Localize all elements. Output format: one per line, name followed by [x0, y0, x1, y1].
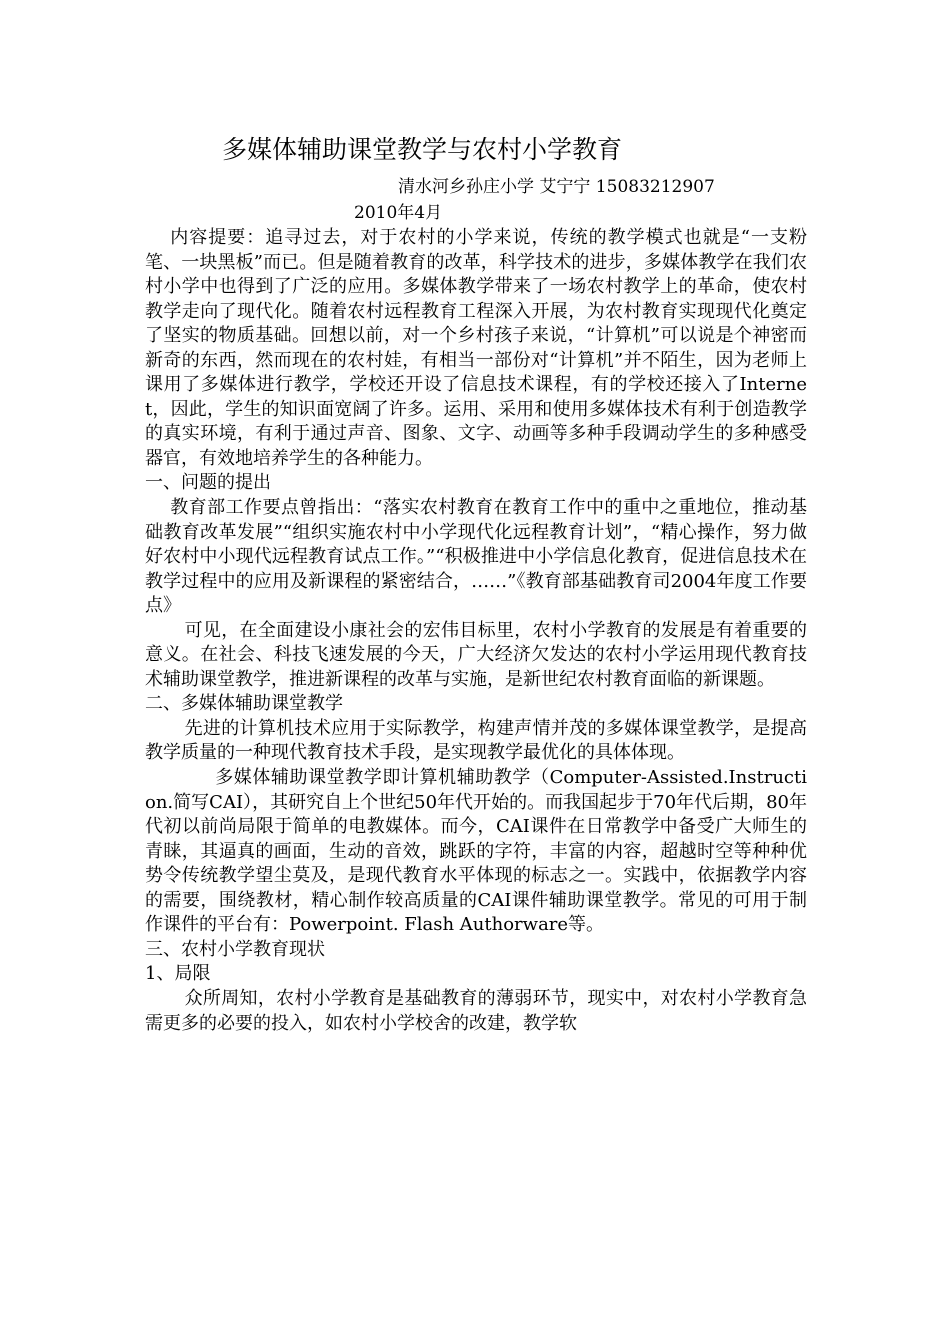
section-1-paragraph-1: 教育部工作要点曾指出：“落实农村教育在教育工作中的重中之重地位，推动基础教育改革发展”“组织实施农村中小学现代化远程教育计划”，“精心操作，努力做好农村中小现代远程教育试点工作。”“积极推进中小学信息化教育，促进信息技术在教学过程中的应用及新课程的紧密结合，……”《教育部基础教育司2004年度工作要点》	[145, 497, 807, 617]
subsection-1-heading: 1、局限	[145, 963, 211, 985]
section-2-paragraph-2: 多媒体辅助课堂教学即计算机辅助教学（Computer-Assisted.Instruction.简写CAI），其研究自上个世纪50年代开始的。而我国起步于70年代后期，80年代初以前尚局限于简单的电教媒体。而今，CAI课件在日常教学中备受广大师生的青睐，其逼真的画面，生动的音效，跳跃的字符，丰富的内容，超越时空等种种优势令传统教学望尘莫及，是现代教育水平体现的标志之一。实践中，依据教学内容的需要，围绕教材，精心制作较高质量的CAI课件辅助课堂教学。常见的可用于制作课件的平台有：Powerpoint. Flash Authorware等。	[145, 767, 807, 936]
abstract-paragraph: 内容提要：追寻过去，对于农村的小学来说，传统的教学模式也就是“一支粉笔、一块黑板”而已。但是随着教育的改革，科学技术的进步，多媒体教学在我们农村小学中也得到了广泛的应用。多媒体教学带来了一场农村教学上的革命，使农村教学走向了现代化。随着农村远程教育工程深入开展，为农村教育实现现代化奠定了坚实的物质基础。回想以前，对一个乡村孩子来说，“计算机”可以说是个神密而新奇的东西，然而现在的农村娃，有相当一部份对“计算机”并不陌生，因为老师上课用了多媒体进行教学，学校还开设了信息技术课程，有的学校还接入了Internet，因此，学生的知识面宽阔了许多。运用、采用和使用多媒体技术有利于创造教学的真实环境，有利于通过声音、图象、文字、动画等多种手段调动学生的多种感受器官，有效地培养学生的各种能力。	[145, 227, 807, 469]
document-date: 2010年4月	[354, 203, 443, 223]
section-2-heading: 二、多媒体辅助课堂教学	[145, 693, 343, 715]
section-1-heading: 一、问题的提出	[145, 472, 271, 494]
document-body	[145, 226, 807, 1036]
document-title: 多媒体辅助课堂教学与农村小学教育	[222, 135, 623, 164]
author-line: 清水河乡孙庄小学 艾宁宁 15083212907	[398, 177, 715, 197]
subsection-1-paragraph-1: 众所周知，农村小学教育是基础教育的薄弱环节，现实中，对农村小学教育急需更多的必要的投入，如农村小学校舍的改建，教学软	[145, 987, 807, 1034]
section-3-heading: 三、农村小学教育现状	[145, 938, 325, 960]
section-2-paragraph-1: 先进的计算机技术应用于实际教学，构建声情并茂的多媒体课堂教学，是提高教学质量的一种现代教育技术手段，是实现教学最优化的具体体现。	[145, 717, 807, 764]
section-1-paragraph-2: 可见，在全面建设小康社会的宏伟目标里，农村小学教育的发展是有着重要的意义。在社会、科技飞速发展的今天，广大经济欠发达的农村小学运用现代教育技术辅助课堂教学，推进新课程的改革与实施，是新世纪农村教育面临的新课题。	[145, 619, 807, 690]
